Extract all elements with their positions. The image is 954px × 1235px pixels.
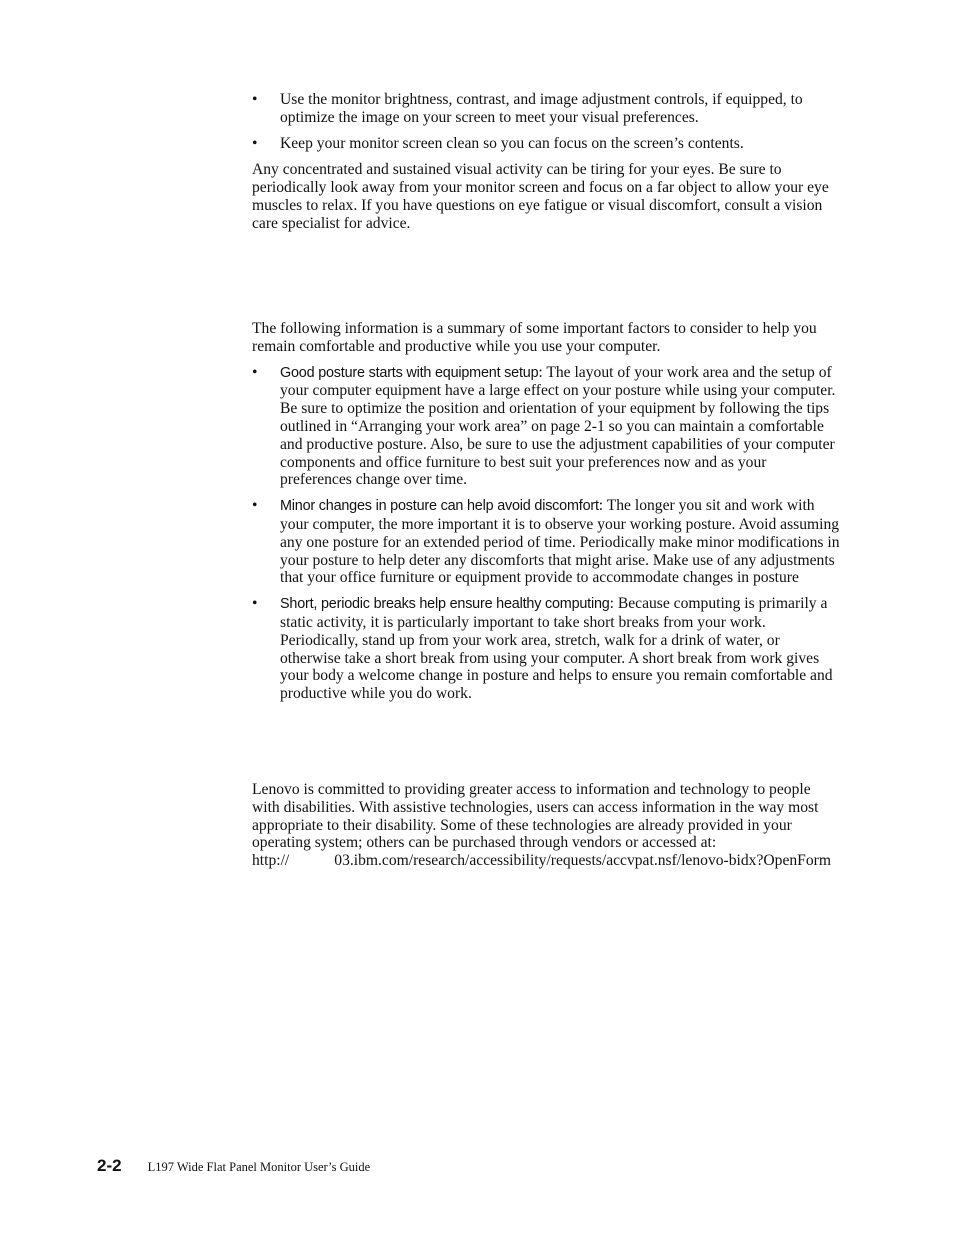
bullet-icon: • [252,595,258,613]
list-item-text: Use the monitor brightness, contrast, and image adjustment controls, if equipped, to optimize the image on your screen to meet your visual preferences. [280,91,803,126]
list-item-lead: Short, periodic breaks help ensure healthy computing [280,596,610,613]
accessibility-paragraph: Lenovo is committed to providing greater access to information and technology to people with disabilities. With assistive technologies, users can access information in the way most appropriate to their disability. Some of these technologies are already provided in your operating system; others can be purchased through vendors or accessed at: [252,781,819,852]
bullet-icon: • [252,91,258,108]
list-item [252,91,842,127]
list-item [252,497,842,587]
bullet-icon: • [252,134,258,152]
list-item-text: : The longer you sit and work with your computer, the more important it is to observe your working posture. Avoid assuming any one posture for an extended period of time. Periodically make minor modifications in your posture to help deter any discomforts that might arise. Make use of any adjustments that your office furniture or equipment provide to accommodate changes in posture [280,497,840,587]
list-item-lead: Good posture starts with equipment setup [280,364,539,381]
list-item [252,595,842,703]
url-prefix: http:// [252,852,290,870]
accessibility-section [252,781,842,870]
page-footer [97,1156,370,1176]
list-item-text: Keep your monitor screen clean so you can focus on the screen’s contents. [280,134,744,152]
list-item-text: : Because computing is primarily a static activity, it is particularly important to take short breaks from your work. Periodically, stand up from your work area, stretch, walk for a drink of water, or otherwise take a short break from using your computer. A short break from work gives your body a welcome change in posture and helps to ensure you remain comfortable and productive while you do work. [280,595,833,703]
document-title: L197 Wide Flat Panel Monitor User’s Guide [147,1160,371,1174]
eye-fatigue-paragraph: Any concentrated and sustained visual activity can be tiring for your eyes. Be sure to periodically look away from your monitor screen and focus on a far object to allow your eye muscles to relax. If you have questions on eye fatigue or visual discomfort, consult a vision care specialist for advice. [252,161,829,232]
comfort-list [252,364,842,703]
bullet-icon: • [252,363,258,381]
comfort-intro: The following information is a summary of some important factors to consider to help you remain comfortable and productive while you use your computer. [252,320,817,355]
list-item-text: : The layout of your work area and the setup of your computer equipment have a large effect on your posture while using your computer. Be sure to optimize the position and orientation of your equipment by following the tips outlined in “Arranging your work area” on page 2-1 so you can maintain a comfortable and productive posture. Also, be sure to use the adjustment capabilities of your computer components and office furniture to best suit your preferences now and as your preferences change over time. [280,363,836,489]
list-item [252,135,842,153]
accessibility-url[interactable] [252,852,842,870]
url-rest: 03.ibm.com/research/accessibility/requests/accvpat.nsf/lenovo-bidx?OpenForm [334,852,831,870]
comfort-section [252,320,842,703]
bullet-icon: • [252,497,258,515]
eye-care-section [252,91,842,233]
eye-care-list [252,91,842,152]
page-number: 2-2 [97,1156,122,1175]
list-item [252,364,842,490]
list-item-lead: Minor changes in posture can help avoid discomfort [280,498,599,515]
